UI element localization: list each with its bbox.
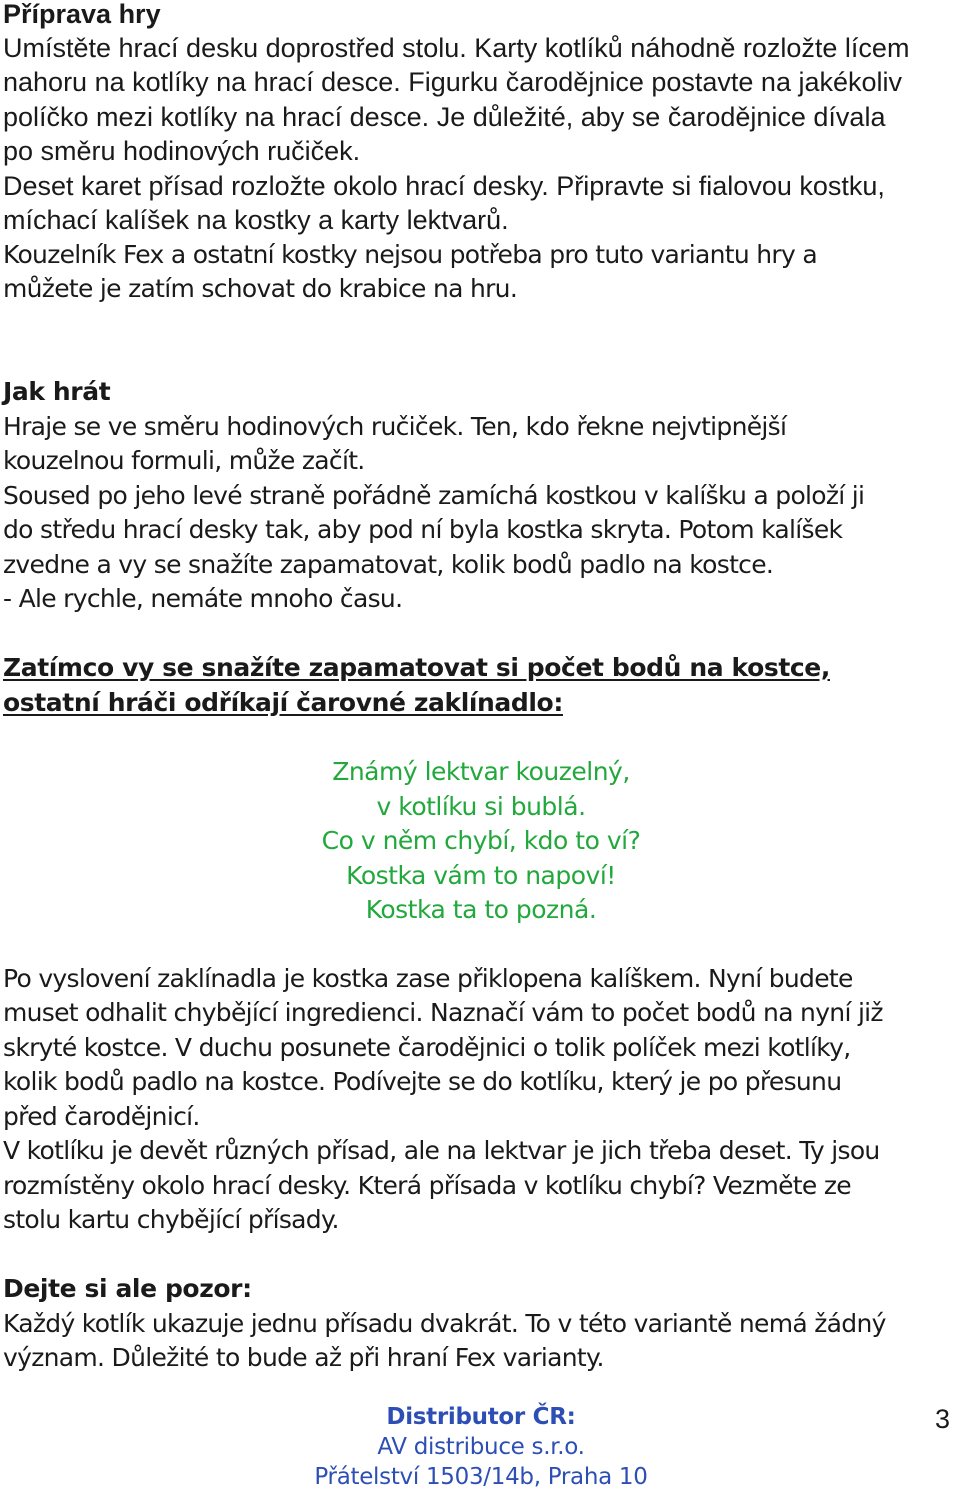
paragraph-line: do středu hrací desky tak, aby pod ní byla kostka skryta. Potom kalíšek bbox=[3, 515, 843, 544]
paragraph-line: Po vyslovení zaklínadla je kostka zase přiklopena kalíškem. Nyní budete bbox=[3, 964, 853, 993]
section-heading-jak-hrat: Jak hrát bbox=[3, 377, 111, 406]
distributor-address: Přátelství 1503/14b, Praha 10 bbox=[314, 1464, 648, 1490]
paragraph-line: kolik bodů padlo na kostce. Podívejte se do kotlíku, který je po přesunu bbox=[3, 1067, 842, 1096]
paragraph-line: V kotlíku je devět různých přísad, ale na lektvar je jich třeba deset. Ty jsou bbox=[3, 1136, 880, 1165]
paragraph-line: před čarodějnicí. bbox=[3, 1102, 200, 1131]
paragraph-line: kouzelnou formuli, může začít. bbox=[3, 446, 365, 475]
paragraph-line: stolu kartu chybějící přísady. bbox=[3, 1205, 339, 1234]
paragraph-line: po směru hodinových ručiček. bbox=[3, 136, 361, 166]
distributor-company: AV distribuce s.r.o. bbox=[377, 1434, 585, 1460]
paragraph-line: rozmístěny okolo hrací desky. Která přísada v kotlíku chybí? Vezměte ze bbox=[3, 1171, 851, 1200]
paragraph-line: Kouzelník Fex a ostatní kostky nejsou potřeba pro tuto variantu hry a bbox=[3, 240, 817, 269]
section-heading-pozor: Dejte si ale pozor: bbox=[3, 1274, 252, 1303]
poem-line: Kostka vám to napoví! bbox=[346, 860, 616, 890]
paragraph-line: Hraje se ve směru hodinových ručiček. Ten, kdo řekne nejvtipnější bbox=[3, 412, 787, 441]
paragraph-line: Každý kotlík ukazuje jednu přísadu dvakrát. To v této variantě nemá žádný bbox=[3, 1309, 886, 1338]
paragraph-line: můžete je zatím schovat do krabice na hru. bbox=[3, 274, 518, 303]
paragraph-line: zvedne a vy se snažíte zapamatovat, kolik bodů padlo na kostce. bbox=[3, 550, 774, 579]
paragraph-line: skryté kostce. V duchu posunete čarodějnici o tolik políček mezi kotlíky, bbox=[3, 1033, 851, 1062]
paragraph-line: políčko mezi kotlíky na hrací desce. Je důležité, aby se čarodějnice dívala bbox=[3, 102, 886, 132]
paragraph-line: muset odhalit chybějící ingredienci. Naznačí vám to počet bodů na nyní již bbox=[3, 998, 883, 1027]
poem-line: Co v něm chybí, kdo to ví? bbox=[321, 826, 641, 855]
section-heading-priprava: Příprava hry bbox=[3, 0, 161, 29]
distributor-label: Distributor ČR: bbox=[386, 1404, 576, 1430]
paragraph-line: nahoru na kotlíky na hrací desce. Figurku čarodějnice postavte na jakékoliv bbox=[3, 67, 903, 97]
paragraph-line: míchací kalíšek na kostky a karty lektvarů. bbox=[3, 205, 509, 235]
paragraph-line: Deset karet přísad rozložte okolo hrací desky. Připravte si fialovou kostku, bbox=[3, 171, 885, 201]
distributor-footer bbox=[3, 1402, 959, 1492]
paragraph-line: - Ale rychle, nemáte mnoho času. bbox=[3, 584, 403, 613]
incantation-poem bbox=[3, 755, 959, 928]
paragraph-line: význam. Důležité to bude až při hraní Fex varianty. bbox=[3, 1343, 604, 1372]
paragraph-line: Soused po jeho levé straně pořádně zamíchá kostkou v kalíšku a položí ji bbox=[3, 481, 865, 510]
poem-line: Kostka ta to pozná. bbox=[365, 895, 597, 924]
poem-line: Známý lektvar kouzelný, bbox=[332, 757, 630, 786]
section-heading-zaklinadlo-line-1: Zatímco vy se snažíte zapamatovat si počet bodů na kostce, bbox=[3, 653, 830, 682]
poem-line: v kotlíku si bublá. bbox=[376, 791, 586, 821]
paragraph-line: Umístěte hrací desku doprostřed stolu. Karty kotlíků náhodně rozložte lícem bbox=[3, 33, 910, 63]
section-heading-zaklinadlo-line-2: ostatní hráči odříkají čarovné zaklínadlo: bbox=[3, 688, 563, 717]
page-number: 3 bbox=[935, 1404, 951, 1434]
